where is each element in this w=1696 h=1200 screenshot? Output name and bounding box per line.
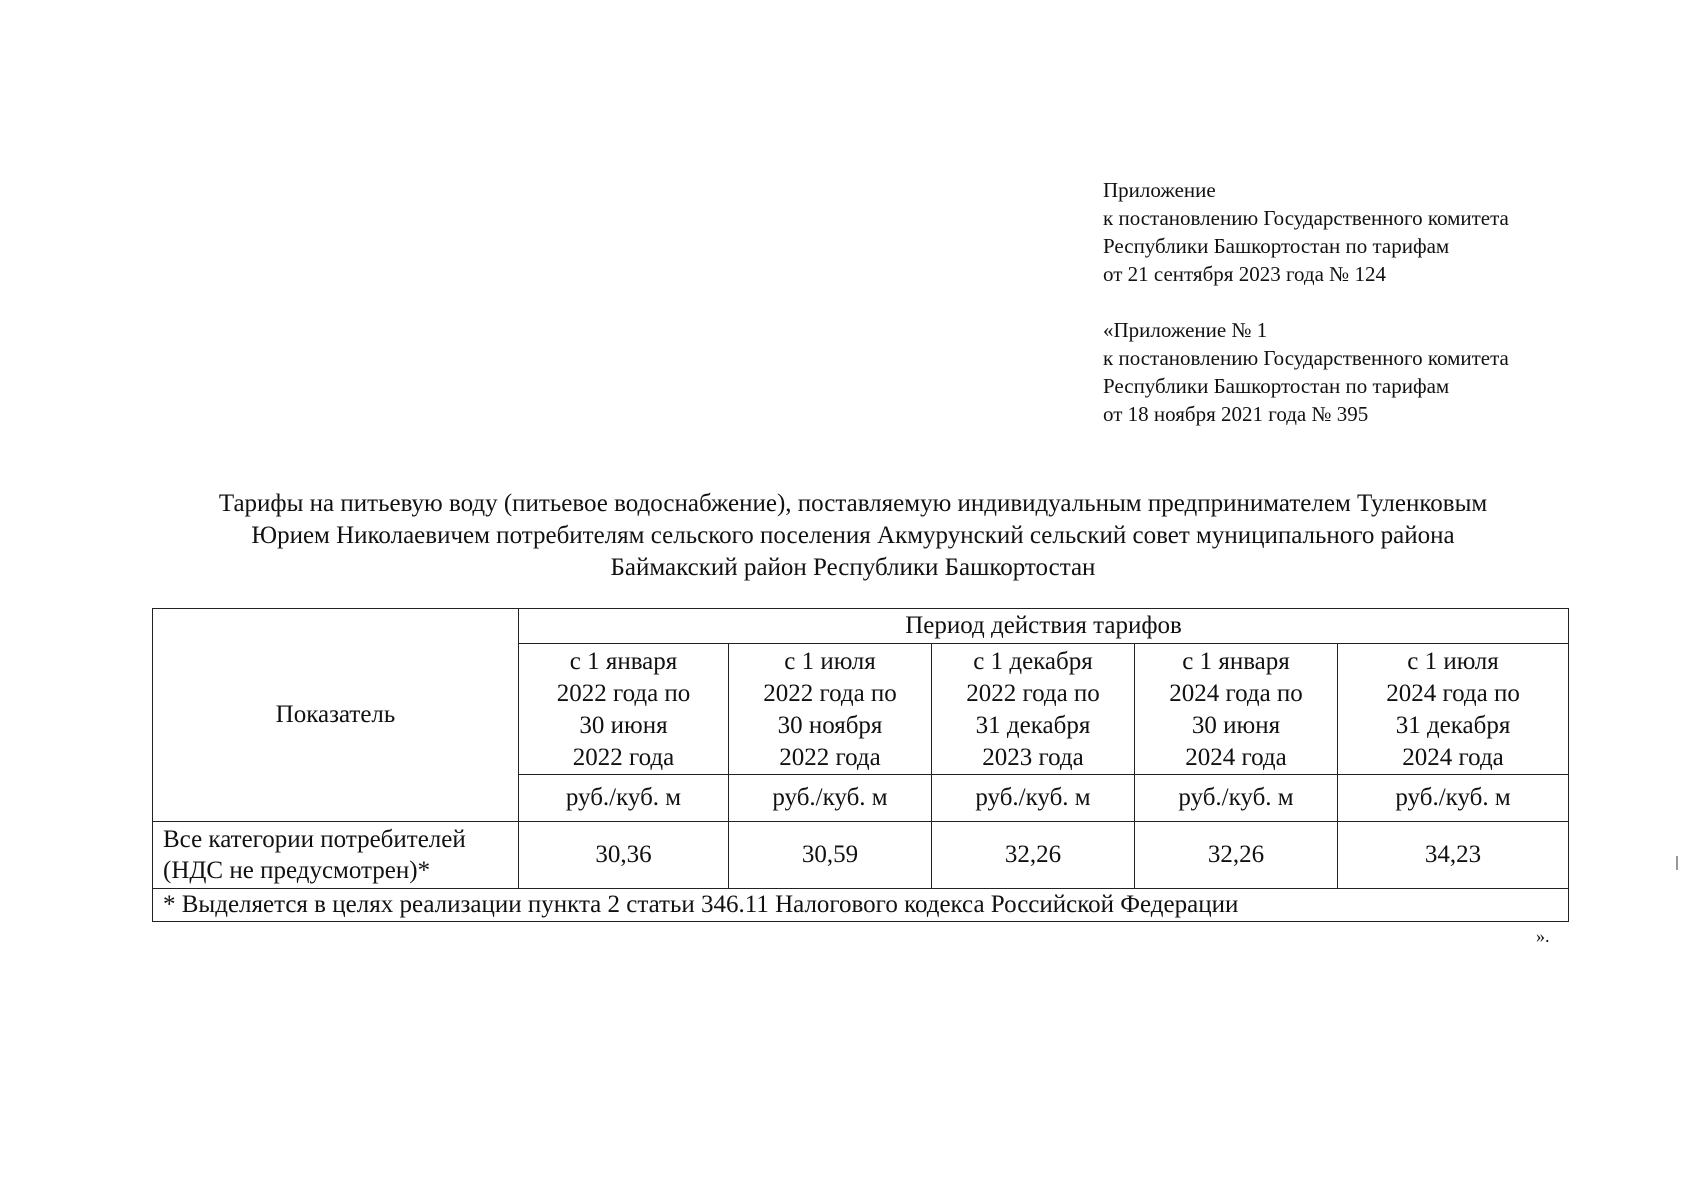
period-header: Период действия тарифов	[519, 609, 1569, 644]
period-line: 30 июня	[1191, 712, 1281, 739]
period-line: 31 декабря	[975, 712, 1091, 739]
unit-cell: руб./куб. м	[1338, 775, 1569, 822]
attachment-block	[1103, 176, 1509, 428]
period-line: 30 ноября	[777, 712, 883, 739]
attachment-line: к постановлению Государственного комитета	[1103, 206, 1509, 230]
period-cell	[729, 644, 932, 775]
period-line: 2022 года по	[763, 680, 897, 707]
period-cell	[1135, 644, 1338, 775]
period-line: с 1 июля	[784, 648, 876, 675]
period-line: 2024 года по	[1169, 680, 1303, 707]
table-header-row	[153, 609, 1569, 644]
tariff-value-cell: 32,26	[1135, 822, 1338, 889]
scan-edge-mark	[1676, 856, 1678, 870]
title-line: Баймакский район Республики Башкортостан	[610, 554, 1096, 581]
tariff-table	[152, 608, 1569, 922]
closing-quote-mark: ».	[1536, 926, 1550, 946]
period-cell	[1338, 644, 1569, 775]
quoted-attachment-line: от 18 ноября 2021 года № 395	[1103, 402, 1369, 426]
period-line: 2024 года	[1185, 744, 1287, 771]
quoted-attachment-line: Республики Башкортостан по тарифам	[1103, 374, 1450, 398]
period-line: 30 июня	[579, 712, 668, 739]
period-cell	[932, 644, 1135, 775]
tariff-value-cell: 32,26	[932, 822, 1135, 889]
period-line: 2022 года	[572, 744, 675, 771]
period-line: 31 декабря	[1395, 712, 1511, 739]
period-line: 2022 года по	[966, 680, 1100, 707]
period-line: с 1 июля	[1407, 648, 1499, 675]
period-line: 2022 года	[779, 744, 881, 771]
indicator-header: Показатель	[153, 609, 519, 822]
row-label-line: (НДС не предусмотрен)*	[163, 857, 431, 884]
quoted-attachment-line: к постановлению Государственного комитета	[1103, 346, 1509, 370]
period-line: с 1 января	[569, 648, 678, 675]
period-cell	[519, 644, 729, 775]
period-line: с 1 декабря	[973, 648, 1093, 675]
attachment-line: от 21 сентября 2023 года № 124	[1103, 262, 1386, 286]
unit-cell: руб./куб. м	[932, 775, 1135, 822]
unit-cell: руб./куб. м	[729, 775, 932, 822]
tariff-value-cell: 30,59	[729, 822, 932, 889]
document-title	[120, 488, 1586, 584]
attachment-line: Приложение	[1103, 178, 1216, 202]
attachment-line: Республики Башкортостан по тарифам	[1103, 234, 1450, 258]
table-row	[153, 822, 1569, 889]
quoted-attachment-line: «Приложение № 1	[1103, 318, 1268, 342]
footnote-row	[153, 889, 1569, 922]
tariff-value-cell: 30,36	[519, 822, 729, 889]
tariff-value-cell: 34,23	[1338, 822, 1569, 889]
period-line: 2023 года	[982, 744, 1084, 771]
footnote: * Выделяется в целях реализации пункта 2 статьи 346.11 Налогового кодекса Российской Федерации	[153, 889, 1569, 922]
period-line: 2024 года по	[1386, 680, 1520, 707]
row-label-line: Все категории потребителей	[163, 826, 466, 853]
period-line: 2024 года	[1402, 744, 1504, 771]
period-line: с 1 января	[1182, 648, 1290, 675]
row-label-cell	[153, 822, 519, 889]
period-line: 2022 года по	[556, 680, 691, 707]
unit-cell: руб./куб. м	[519, 775, 729, 822]
attachment-spacer	[1103, 288, 1509, 316]
unit-cell: руб./куб. м	[1135, 775, 1338, 822]
title-line: Юрием Николаевичем потребителям сельского поселения Акмурунский сельский совет муниципального района	[251, 522, 1455, 549]
title-line: Тарифы на питьевую воду (питьевое водоснабжение), поставляемую индивидуальным предпринимателем Туленковым	[218, 490, 1488, 517]
